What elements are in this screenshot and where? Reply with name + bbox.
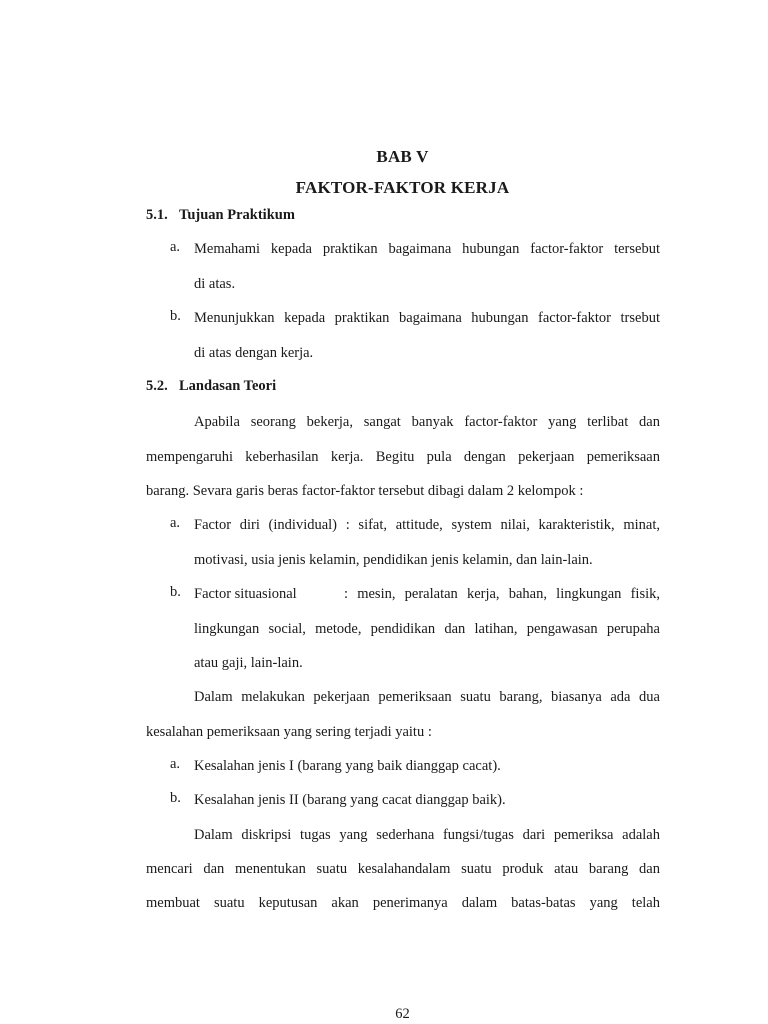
paragraph-line: Dalam melakukan pekerjaan pemeriksaan suatu barang, biasanya ada dua <box>194 689 660 705</box>
chapter-label: BAB V <box>376 147 429 166</box>
list-item-text: : mesin, peralatan kerja, bahan, lingkungan fisik, <box>344 586 660 602</box>
list-item-text: Factor diri (individual) : sifat, attitude, system nilai, karakteristik, minat, <box>194 517 660 533</box>
paragraph-line: membuat suatu keputusan akan penerimanya dalam batas-batas yang telah <box>146 895 660 911</box>
list-item-text: lingkungan social, metode, pendidikan dan latihan, pengawasan perupaha <box>194 621 660 637</box>
list-item-text: di atas dengan kerja. <box>194 345 314 361</box>
list-item-text: motivasi, usia jenis kelamin, pendidikan jenis kelamin, dan lain-lain. <box>194 552 593 568</box>
list-item-text: Kesalahan jenis II (barang yang cacat dianggap baik). <box>194 792 506 808</box>
chapter-title: FAKTOR-FAKTOR KERJA <box>295 178 510 197</box>
list-item-text: atau gaji, lain-lain. <box>194 655 303 671</box>
list-marker: b. <box>170 584 181 600</box>
list-marker: b. <box>170 790 181 806</box>
paragraph-line: barang. Sevara garis beras factor-faktor tersebut dibagi dalam 2 kelompok : <box>146 483 584 499</box>
section-title: Landasan Teori <box>179 378 277 394</box>
paragraph-line: mencari dan menentukan suatu kesalahandalam suatu produk atau barang dan <box>146 861 660 877</box>
list-item-text: di atas. <box>194 276 236 292</box>
paragraph-line: Dalam diskripsi tugas yang sederhana fungsi/tugas dari pemeriksa adalah <box>194 827 660 843</box>
list-item-text: Memahami kepada praktikan bagaimana hubungan factor-faktor tersebut <box>194 241 660 257</box>
section-heading-5-1 <box>146 207 295 224</box>
section-number: 5.2. <box>146 378 168 394</box>
list-item-text: Kesalahan jenis I (barang yang baik dianggap cacat). <box>194 758 501 774</box>
factor-label: Factor situasional <box>194 586 297 602</box>
paragraph-line: mempengaruhi keberhasilan kerja. Begitu pula dengan pekerjaan pemeriksaan <box>146 449 660 465</box>
section-title: Tujuan Praktikum <box>179 207 295 223</box>
section-heading-5-2 <box>146 378 276 395</box>
paragraph-line: Apabila seorang bekerja, sangat banyak factor-faktor yang terlibat dan <box>194 414 660 430</box>
paragraph-line: kesalahan pemeriksaan yang sering terjadi yaitu : <box>146 724 432 740</box>
list-marker: a. <box>170 756 181 772</box>
list-marker: a. <box>170 515 181 531</box>
list-marker: b. <box>170 308 181 324</box>
section-number: 5.1. <box>146 207 168 223</box>
page-number: 62 <box>395 1006 410 1022</box>
list-marker: a. <box>170 239 181 255</box>
list-item-text: Menunjukkan kepada praktikan bagaimana hubungan factor-faktor trsebut <box>194 310 660 326</box>
